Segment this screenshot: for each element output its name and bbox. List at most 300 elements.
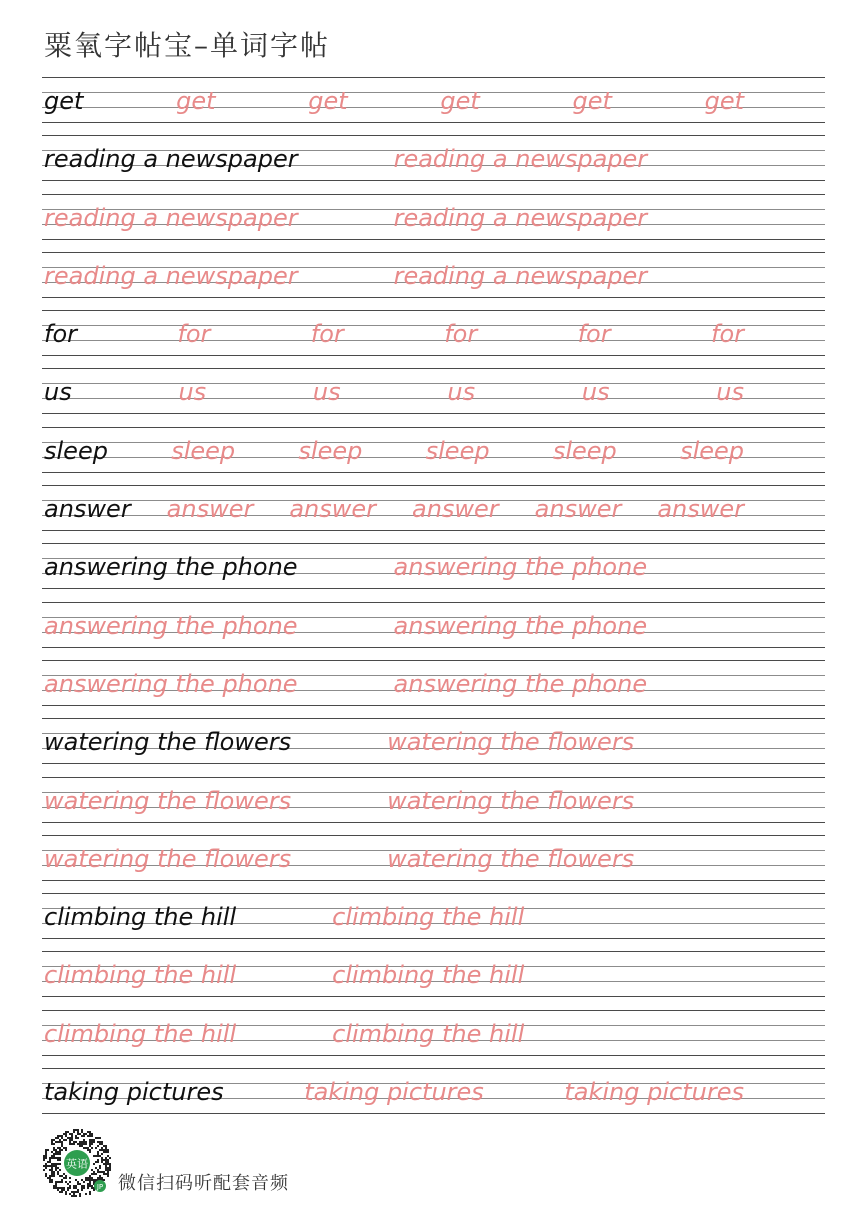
- qr-module: [61, 1137, 63, 1139]
- trace-word: reading a newspaper: [393, 261, 648, 290]
- trace-word: sleep: [425, 436, 490, 465]
- qr-module: [53, 1153, 55, 1155]
- ruling-line: [42, 77, 825, 78]
- qr-module: [85, 1141, 87, 1143]
- qr-module: [81, 1145, 83, 1147]
- qr-module: [91, 1141, 93, 1143]
- qr-module: [89, 1149, 91, 1151]
- qr-module: [47, 1161, 49, 1163]
- worksheet: [42, 77, 825, 1126]
- qr-module: [87, 1187, 89, 1189]
- trace-word: reading a newspaper: [44, 261, 298, 290]
- qr-module: [89, 1139, 91, 1141]
- qr-module: [75, 1141, 77, 1143]
- qr-module: [57, 1173, 59, 1175]
- qr-module: [105, 1163, 107, 1165]
- ruling-line: [42, 472, 825, 473]
- qr-module: [51, 1141, 53, 1143]
- trace-word: get: [440, 87, 480, 115]
- qr-module: [49, 1157, 51, 1159]
- qr-module: [77, 1191, 79, 1193]
- row-words: [44, 547, 825, 587]
- qr-module: [51, 1157, 53, 1159]
- qr-module: [67, 1183, 69, 1185]
- qr-module: [81, 1141, 83, 1143]
- qr-module: [91, 1185, 93, 1187]
- qr-module: [71, 1191, 73, 1193]
- qr-module: [51, 1171, 53, 1173]
- qr-module: [89, 1151, 91, 1153]
- qr-module: [81, 1131, 83, 1133]
- qr-module: [49, 1169, 51, 1171]
- qr-module: [93, 1179, 95, 1181]
- qr-module: [73, 1195, 75, 1197]
- qr-module: [97, 1169, 99, 1171]
- qr-module: [57, 1137, 59, 1139]
- qr-module: [65, 1133, 67, 1135]
- trace-word: for: [577, 320, 611, 349]
- ruling-line: [42, 763, 825, 764]
- qr-module: [59, 1169, 61, 1171]
- qr-module: [81, 1189, 83, 1191]
- qr-module: [45, 1149, 47, 1151]
- qr-module: [83, 1185, 85, 1187]
- footer: [40, 1125, 440, 1205]
- ruling-line: [42, 135, 825, 136]
- ruling-line: [42, 122, 825, 123]
- qr-module: [65, 1149, 67, 1151]
- model-word: climbing the hill: [44, 903, 237, 932]
- model-word: us: [44, 378, 72, 407]
- qr-module: [69, 1137, 71, 1139]
- qr-code-icon[interactable]: [42, 1128, 112, 1198]
- trace-word: get: [308, 87, 348, 115]
- qr-module: [91, 1139, 93, 1141]
- qr-module: [107, 1159, 109, 1161]
- qr-module: [71, 1135, 73, 1137]
- qr-module: [105, 1169, 107, 1171]
- qr-module: [85, 1193, 87, 1195]
- qr-module: [51, 1155, 53, 1157]
- qr-module: [83, 1135, 85, 1137]
- qr-module: [45, 1151, 47, 1153]
- qr-module: [55, 1165, 57, 1167]
- qr-module: [105, 1147, 107, 1149]
- qr-module: [77, 1129, 79, 1131]
- qr-module: [75, 1135, 77, 1137]
- trace-word: us: [178, 378, 207, 407]
- qr-module: [99, 1143, 101, 1145]
- ruling-line: [42, 252, 825, 253]
- row-words: [44, 198, 825, 238]
- ruling-line: [42, 194, 825, 195]
- qr-module: [75, 1191, 77, 1193]
- qr-module: [83, 1181, 85, 1183]
- qr-module: [57, 1153, 59, 1155]
- qr-module: [57, 1157, 59, 1159]
- ruling-line: [42, 355, 825, 356]
- qr-module: [99, 1167, 101, 1169]
- qr-module: [109, 1165, 111, 1167]
- qr-module: [105, 1167, 107, 1169]
- trace-word: for: [310, 320, 344, 349]
- qr-module: [59, 1187, 61, 1189]
- row-words: [44, 722, 825, 762]
- row-words: [44, 81, 825, 121]
- practice-row: [42, 660, 825, 718]
- qr-module: [109, 1157, 111, 1159]
- qr-module: [63, 1139, 65, 1141]
- qr-module: [61, 1145, 63, 1147]
- qr-module: [59, 1139, 61, 1141]
- qr-module: [99, 1171, 101, 1173]
- qr-module: [91, 1177, 93, 1179]
- practice-row: [42, 77, 825, 135]
- qr-module: [95, 1167, 97, 1169]
- qr-module: [67, 1137, 69, 1139]
- qr-module: [73, 1185, 75, 1187]
- ruling-line: [42, 660, 825, 661]
- qr-module: [59, 1175, 61, 1177]
- qr-module: [61, 1187, 63, 1189]
- ruling-line: [42, 297, 825, 298]
- qr-module: [53, 1157, 55, 1159]
- qr-module: [77, 1143, 79, 1145]
- qr-module: [107, 1175, 109, 1177]
- qr-module: [45, 1175, 47, 1177]
- qr-module: [61, 1181, 63, 1183]
- qr-module: [97, 1145, 99, 1147]
- qr-module: [51, 1143, 53, 1145]
- qr-module: [107, 1163, 109, 1165]
- qr-module: [63, 1177, 65, 1179]
- trace-word: watering the flowers: [44, 786, 292, 815]
- trace-word: sleep: [171, 436, 236, 465]
- qr-module: [103, 1151, 105, 1153]
- ruling-line: [42, 239, 825, 240]
- page-title: 粟氧字帖宝–单词字帖: [44, 29, 331, 62]
- qr-module: [73, 1141, 75, 1143]
- qr-module: [75, 1129, 77, 1131]
- qr-module: [101, 1153, 103, 1155]
- qr-module: [49, 1161, 51, 1163]
- qr-module: [73, 1143, 75, 1145]
- qr-module: [63, 1187, 65, 1189]
- qr-module: [97, 1171, 99, 1173]
- qr-module: [107, 1171, 109, 1173]
- qr-module: [43, 1155, 45, 1157]
- qr-module: [85, 1177, 87, 1179]
- qr-module: [97, 1159, 99, 1161]
- trace-word: us: [716, 378, 744, 407]
- row-words: [44, 314, 825, 354]
- qr-module: [97, 1161, 99, 1163]
- qr-module: [81, 1187, 83, 1189]
- qr-module: [43, 1169, 45, 1171]
- qr-module: [93, 1189, 95, 1191]
- qr-module: [59, 1163, 61, 1165]
- trace-word: answering the phone: [44, 669, 298, 698]
- qr-module: [79, 1133, 81, 1135]
- qr-module: [55, 1153, 57, 1155]
- qr-module: [89, 1133, 91, 1135]
- qr-module: [83, 1141, 85, 1143]
- qr-module: [53, 1187, 55, 1189]
- qr-module: [97, 1151, 99, 1153]
- qr-module: [87, 1149, 89, 1151]
- qr-module: [55, 1181, 57, 1183]
- row-words: [44, 606, 825, 646]
- qr-module: [107, 1149, 109, 1151]
- qr-module: [105, 1145, 107, 1147]
- qr-module: [69, 1141, 71, 1143]
- qr-module: [95, 1173, 97, 1175]
- qr-module: [101, 1177, 103, 1179]
- qr-module: [101, 1143, 103, 1145]
- qr-module: [57, 1163, 59, 1165]
- qr-module: [103, 1171, 105, 1173]
- qr-module: [93, 1171, 95, 1173]
- row-words: [44, 955, 825, 995]
- qr-module: [53, 1139, 55, 1141]
- qr-module: [55, 1167, 57, 1169]
- trace-word: taking pictures: [304, 1078, 484, 1107]
- qr-module: [103, 1173, 105, 1175]
- ruling-line: [42, 1068, 825, 1069]
- qr-module: [95, 1137, 97, 1139]
- qr-module: [101, 1147, 103, 1149]
- qr-module: [107, 1151, 109, 1153]
- qr-module: [53, 1149, 55, 1151]
- qr-module: [53, 1165, 55, 1167]
- qr-module: [71, 1143, 73, 1145]
- ruling-line: [42, 180, 825, 181]
- practice-row: [42, 893, 825, 951]
- qr-module: [49, 1179, 51, 1181]
- qr-module: [53, 1173, 55, 1175]
- qr-module: [53, 1155, 55, 1157]
- qr-module: [49, 1159, 51, 1161]
- trace-word: sleep: [298, 436, 363, 465]
- qr-module: [91, 1133, 93, 1135]
- qr-module: [57, 1167, 59, 1169]
- trace-word: us: [581, 378, 610, 407]
- qr-module: [105, 1157, 107, 1159]
- qr-module: [61, 1189, 63, 1191]
- qr-module: [73, 1131, 75, 1133]
- row-words: [44, 431, 825, 471]
- qr-module: [51, 1165, 53, 1167]
- qr-module: [77, 1137, 79, 1139]
- qr-module: [73, 1191, 75, 1193]
- qr-module: [59, 1149, 61, 1151]
- qr-module: [55, 1169, 57, 1171]
- trace-word: get: [704, 87, 744, 115]
- qr-module: [55, 1149, 57, 1151]
- qr-module: [105, 1165, 107, 1167]
- ruling-line: [42, 602, 825, 603]
- qr-module: [47, 1165, 49, 1167]
- trace-word: climbing the hill: [332, 1019, 525, 1048]
- qr-module: [57, 1181, 59, 1183]
- qr-module: [83, 1139, 85, 1141]
- row-words: [44, 1014, 825, 1054]
- qr-module: [105, 1151, 107, 1153]
- qr-module: [51, 1163, 53, 1165]
- qr-module: [93, 1173, 95, 1175]
- qr-module: [85, 1133, 87, 1135]
- ruling-line: [42, 368, 825, 369]
- qr-module: [99, 1155, 101, 1157]
- qr-module: [53, 1175, 55, 1177]
- qr-module: [45, 1167, 47, 1169]
- trace-word: watering the flowers: [387, 728, 635, 757]
- qr-module: [105, 1149, 107, 1151]
- trace-word: answering the phone: [44, 611, 298, 640]
- qr-module: [55, 1183, 57, 1185]
- qr-module: [51, 1167, 53, 1169]
- practice-row: [42, 835, 825, 893]
- qr-module: [59, 1191, 61, 1193]
- qr-module: [85, 1147, 87, 1149]
- qr-module: [81, 1185, 83, 1187]
- qr-module: [89, 1175, 91, 1177]
- qr-module: [89, 1145, 91, 1147]
- qr-module: [73, 1193, 75, 1195]
- trace-word: reading a newspaper: [393, 145, 648, 174]
- ruling-line: [42, 705, 825, 706]
- qr-module: [101, 1149, 103, 1151]
- row-words: [44, 781, 825, 821]
- ruling-line: [42, 543, 825, 544]
- qr-module: [87, 1147, 89, 1149]
- qr-module: [65, 1193, 67, 1195]
- qr-module: [79, 1141, 81, 1143]
- qr-module: [43, 1165, 45, 1167]
- ruling-line: [42, 880, 825, 881]
- qr-module: [91, 1135, 93, 1137]
- ruling-line: [42, 893, 825, 894]
- trace-word: us: [447, 378, 476, 407]
- qr-module: [67, 1189, 69, 1191]
- qr-module: [61, 1175, 63, 1177]
- qr-module: [97, 1141, 99, 1143]
- qr-module: [103, 1145, 105, 1147]
- trace-word: climbing the hill: [332, 903, 525, 932]
- trace-word: reading a newspaper: [44, 203, 298, 232]
- qr-module: [69, 1181, 71, 1183]
- qr-module: [83, 1143, 85, 1145]
- qr-module: [89, 1131, 91, 1133]
- qr-module: [51, 1139, 53, 1141]
- qr-module: [69, 1139, 71, 1141]
- qr-module: [91, 1169, 93, 1171]
- qr-module: [51, 1179, 53, 1181]
- qr-module: [45, 1165, 47, 1167]
- qr-module: [53, 1163, 55, 1165]
- qr-module: [51, 1169, 53, 1171]
- qr-module: [109, 1169, 111, 1171]
- qr-module: [79, 1145, 81, 1147]
- trace-word: get: [572, 87, 612, 115]
- trace-word: sleep: [680, 436, 744, 465]
- ruling-line: [42, 413, 825, 414]
- qr-module: [71, 1137, 73, 1139]
- qr-module: [55, 1157, 57, 1159]
- qr-module: [105, 1159, 107, 1161]
- qr-module: [51, 1173, 53, 1175]
- qr-module: [107, 1167, 109, 1169]
- ruling-line: [42, 1010, 825, 1011]
- practice-row: [42, 135, 825, 193]
- qr-module: [103, 1149, 105, 1151]
- qr-module: [77, 1133, 79, 1135]
- qr-module: [83, 1133, 85, 1135]
- qr-module: [77, 1131, 79, 1133]
- model-word: sleep: [44, 436, 108, 465]
- qr-module: [97, 1177, 99, 1179]
- qr-module: [63, 1189, 65, 1191]
- qr-module: [81, 1135, 83, 1137]
- qr-badge-label: 英语: [66, 1157, 88, 1171]
- qr-module: [99, 1175, 101, 1177]
- qr-module: [85, 1143, 87, 1145]
- practice-row: [42, 194, 825, 252]
- qr-module: [93, 1181, 95, 1183]
- qr-module: [103, 1179, 105, 1181]
- qr-module: [59, 1151, 61, 1153]
- qr-module: [107, 1169, 109, 1171]
- qr-module: [57, 1159, 59, 1161]
- qr-module: [69, 1177, 71, 1179]
- qr-module: [91, 1173, 93, 1175]
- model-word: get: [44, 87, 84, 115]
- trace-word: for: [444, 320, 478, 349]
- row-words: [44, 489, 825, 529]
- qr-module: [87, 1183, 89, 1185]
- trace-word: answer: [289, 495, 376, 524]
- qr-module: [73, 1187, 75, 1189]
- model-word: answering the phone: [44, 553, 298, 582]
- ruling-line: [42, 777, 825, 778]
- qr-module: [45, 1173, 47, 1175]
- qr-module: [93, 1155, 95, 1157]
- qr-module: [77, 1183, 79, 1185]
- qr-module: [95, 1161, 97, 1163]
- qr-module: [87, 1135, 89, 1137]
- qr-module: [61, 1149, 63, 1151]
- qr-module: [83, 1147, 85, 1149]
- qr-module: [75, 1179, 77, 1181]
- qr-module: [91, 1187, 93, 1189]
- qr-module: [85, 1179, 87, 1181]
- qr-module: [45, 1153, 47, 1155]
- qr-module: [81, 1179, 83, 1181]
- qr-module: [65, 1181, 67, 1183]
- qr-module: [47, 1149, 49, 1151]
- qr-module: [65, 1147, 67, 1149]
- qr-module: [65, 1131, 67, 1133]
- qr-module: [49, 1175, 51, 1177]
- qr-module: [61, 1179, 63, 1181]
- qr-module: [43, 1157, 45, 1159]
- qr-module: [105, 1173, 107, 1175]
- qr-module: [109, 1167, 111, 1169]
- qr-module: [69, 1187, 71, 1189]
- qr-module: [91, 1147, 93, 1149]
- ruling-line: [42, 647, 825, 648]
- ruling-line: [42, 588, 825, 589]
